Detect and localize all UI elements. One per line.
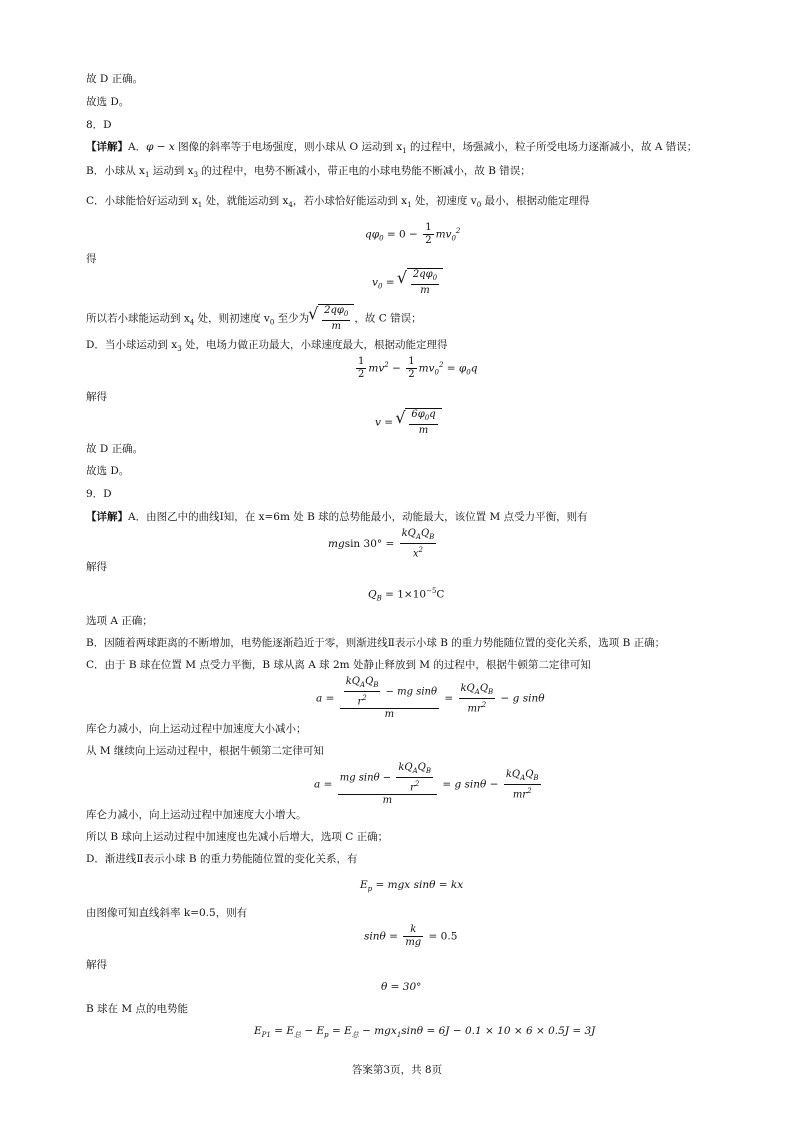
text-line: 故 D 正确。 bbox=[86, 443, 144, 455]
equation: $\frac{1}{2}$ $mv^2$ − $\frac{1}{2}$ $mv_0^2 = \varphi_0q$ bbox=[358, 356, 478, 380]
text-line: 库仑力减小，向上运动过程中加速度大小减小； bbox=[86, 723, 307, 735]
text-line: 【详解】A．φ − x 图像的斜率等于电场强度，则小球从 O 运动到 $x_1$ 的过程中，场强减小，粒子所受电场力逐渐减小，故 A 错误； bbox=[86, 141, 698, 156]
equation: $q\varphi_0 = 0$ − $\frac{1}{2}$ $mv_0^2$ bbox=[365, 222, 461, 246]
text-line: 解得 bbox=[86, 561, 107, 573]
equation: $v_0$ = √ $\frac{2q\varphi_0}{m}$ bbox=[372, 268, 443, 297]
text-line: 故选 D。 bbox=[86, 96, 130, 108]
equation: θ = 30° bbox=[381, 981, 422, 993]
explain-tag: 【详解】 bbox=[86, 511, 128, 523]
text-line: 得 bbox=[86, 253, 97, 265]
explain-tag: 【详解】 bbox=[86, 141, 128, 153]
equation: mgsin 30° = $\frac{kQ_AQ_B}{x^2}$ bbox=[328, 528, 435, 560]
question-number: 9．D bbox=[86, 488, 112, 500]
question-number: 8．D bbox=[86, 119, 112, 131]
text-line: C．小球能恰好运动到 $x_1$ 处，就能运动到 $x_4$，若小球恰好能运动到 $x_1$ 处，初速度 $v_0$ 最小，根据动能定理得 bbox=[86, 195, 590, 210]
text-line: 由图像可知直线斜率 k=0.5，则有 bbox=[86, 907, 248, 919]
text-line: 选项 A 正确； bbox=[86, 615, 153, 627]
text-line: C．由于 B 球在位置 M 点受力平衡，B 球从离 A 球 2m 处静止释放到 M 的过程中，根据牛顿第二定律可知 bbox=[86, 659, 591, 671]
equation: a = mg sinθ − $\frac{kQ_AQ_B}{r^2}$ m = g sinθ − $\frac{kQ_AQ_B}{mr^2}$ bbox=[314, 762, 539, 807]
equation: $Q_B = 1\times 10^{-5}C$ bbox=[368, 587, 445, 603]
text-line: 故 D 正确。 bbox=[86, 73, 144, 85]
text-line: B 球在 M 点的电势能 bbox=[86, 1003, 188, 1015]
equation: sinθ = $\frac{k}{mg}$ = 0.5 bbox=[364, 924, 458, 948]
text-line: 故选 D。 bbox=[86, 465, 130, 477]
equation: v = √ $\frac{6\varphi_0q}{m}$ bbox=[375, 408, 442, 437]
text-line: B．小球从 $x_1$ 运动到 $x_3$ 的过程中，电势不断减小，带正电的小球电势能不断减小，故 B 错误； bbox=[86, 165, 531, 180]
text-line: 解得 bbox=[86, 391, 107, 403]
text-line: B．因随着两球距离的不断增加，电势能逐渐趋近于零，则渐进线Ⅱ表示小球 B 的重力势能随位置的变化关系，选项 B 正确； bbox=[86, 637, 666, 649]
text-line: 所以 B 球向上运动过程中加速度也先减小后增大，选项 C 正确； bbox=[86, 831, 389, 843]
text-line: 解得 bbox=[86, 959, 107, 971]
text-line: 从 M 继续向上运动过程中，根据牛顿第二定律可知 bbox=[86, 745, 324, 757]
text-line: D．渐进线Ⅱ表示小球 B 的重力势能随位置的变化关系，有 bbox=[86, 853, 358, 865]
equation: a = $\frac{kQ_AQ_B}{r^2}$ − mg sinθ m = $\frac{kQ_AQ_B}{mr^2}$ − g sinθ bbox=[316, 676, 545, 721]
text-line: 所以若小球能运动到 $x_4$ 处，则初速度 $v_0$ 至少为 √ $\frac{2q\varphi_0}{m}$ ，故 C 错误； bbox=[86, 304, 422, 333]
equation: $E_p$ = mgx sinθ = kx bbox=[360, 879, 464, 894]
page-footer: 答案第3页，共 8页 bbox=[351, 1064, 443, 1076]
text-line: D．当小球运动到 $x_3$ 处，电场力做正功最大，小球速度最大，根据动能定理得 bbox=[86, 339, 448, 354]
text-line: 【详解】A．由图乙中的曲线Ⅰ知，在 x=6m 处 B 球的总势能最小，动能最大，该位置 M 点受力平衡，则有 bbox=[86, 511, 588, 523]
equation: $E_{P1} = E_总 - E_p = E_总 - mgx_1\sin\theta = 6J - 0.1 \times 10 \times 6 \times 0.5J = 3J$ bbox=[254, 1025, 596, 1040]
text-line: 库仑力减小，向上运动过程中加速度大小增大。 bbox=[86, 809, 307, 821]
